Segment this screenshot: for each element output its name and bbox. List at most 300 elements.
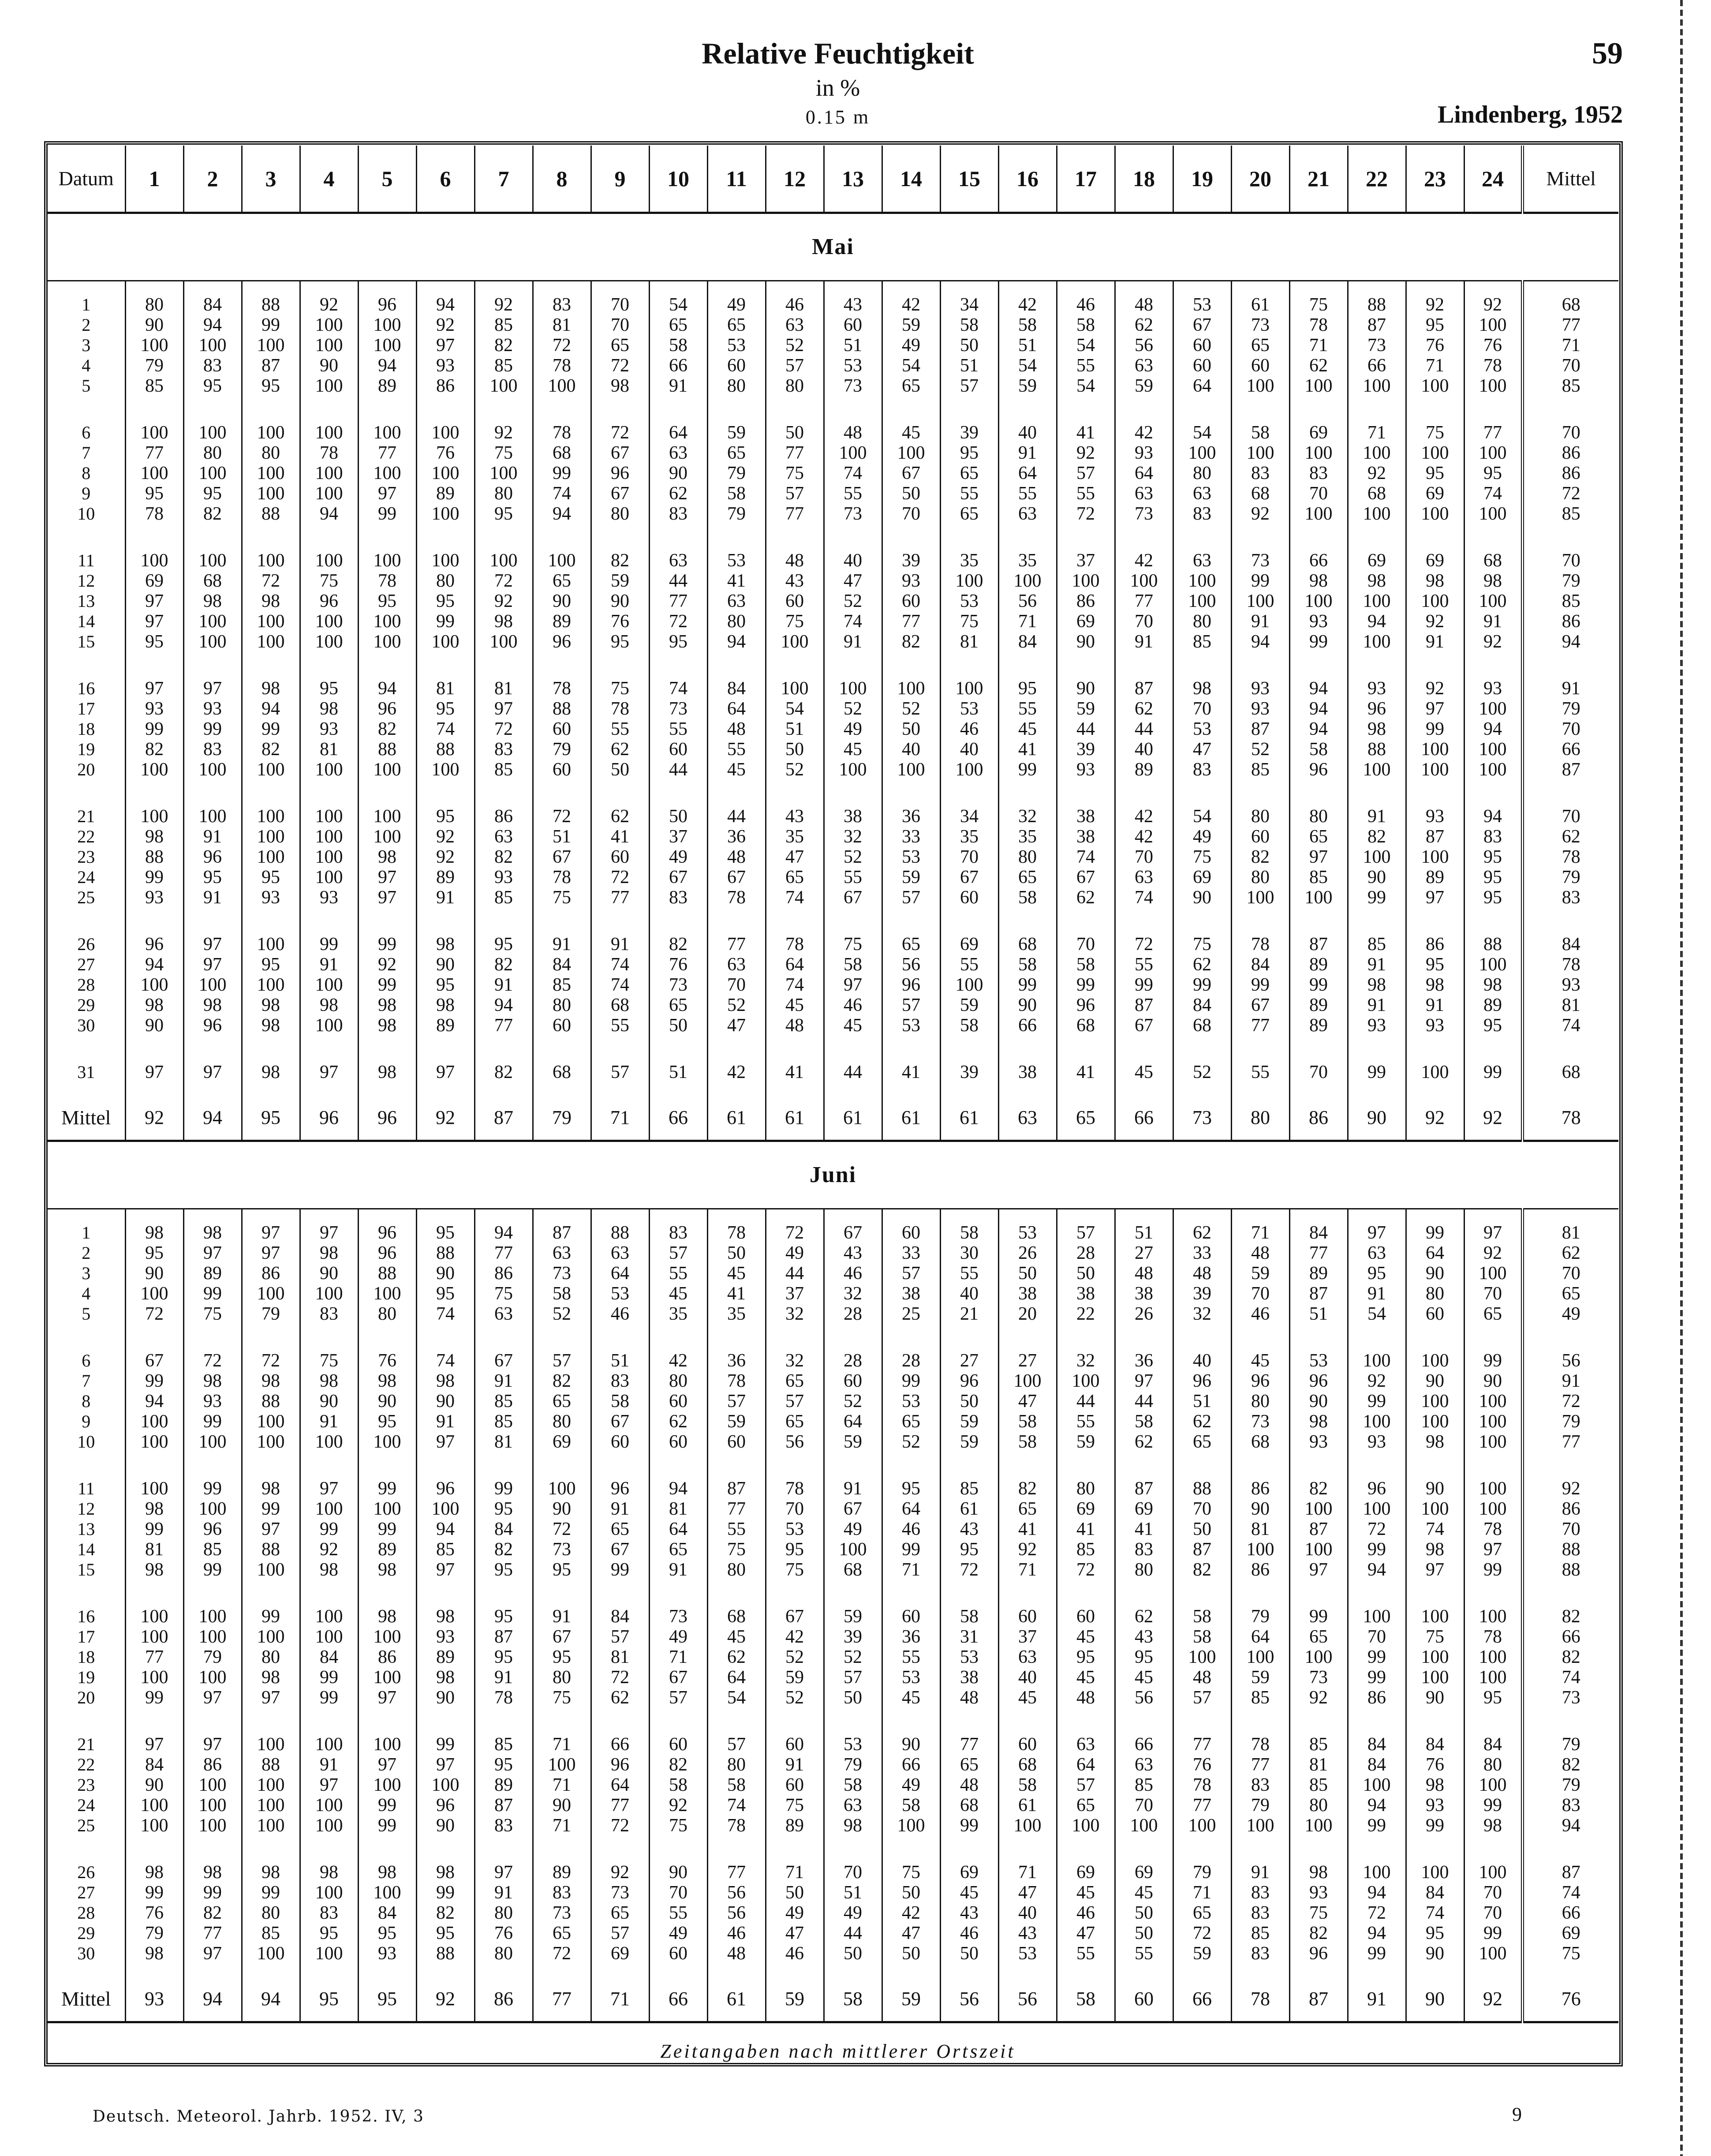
humidity-table (48, 146, 1618, 2023)
humidity-value: 89 (1135, 760, 1153, 780)
humidity-value: 91 (320, 1411, 338, 1432)
humidity-value: 39 (960, 423, 979, 443)
humidity-value: 79 (145, 1923, 164, 1943)
humidity-value: 70 (727, 975, 746, 995)
humidity-value: 77 (145, 443, 164, 463)
humidity-value: 75 (1193, 934, 1211, 954)
humidity-value: 58 (1251, 423, 1270, 443)
unit-label: in % (815, 75, 860, 101)
humidity-value: 85 (203, 1539, 222, 1560)
hour-column-cell (766, 1337, 824, 1465)
humidity-value: 56 (727, 1883, 746, 1903)
humidity-value: 50 (844, 1943, 862, 1964)
humidity-value: 55 (1135, 954, 1153, 975)
humidity-value: 32 (1076, 1351, 1095, 1371)
day-number: 15 (77, 632, 95, 651)
humidity-value: 71 (669, 1647, 687, 1667)
hour-column-cell (1289, 281, 1348, 410)
hour-column-cell (533, 1465, 591, 1593)
humidity-value: 100 (257, 975, 285, 995)
humidity-value: 47 (785, 1923, 804, 1943)
humidity-value: 84 (145, 1755, 164, 1775)
humidity-value: 58 (844, 954, 862, 975)
hour-column-cell (183, 1849, 242, 1977)
humidity-value: 53 (1309, 1351, 1328, 1371)
humidity-value: 100 (373, 827, 401, 847)
humidity-value: 78 (785, 1479, 804, 1499)
humidity-value: 95 (436, 1223, 455, 1243)
hour-header: 21 (1289, 146, 1348, 213)
humidity-value: 64 (785, 954, 804, 975)
humidity-value: 60 (727, 356, 746, 376)
daily-mean-value: 87 (1562, 760, 1580, 780)
hour-column-cell (125, 1209, 183, 1338)
hour-column-cell (940, 409, 998, 537)
humidity-value: 21 (960, 1304, 979, 1324)
hourly-mean-value: 56 (998, 1977, 1057, 2022)
humidity-value: 100 (257, 760, 285, 780)
humidity-value: 63 (553, 1243, 571, 1263)
day-number: 12 (77, 1499, 95, 1519)
humidity-value: 85 (1251, 1688, 1270, 1708)
hour-column-cell (1289, 1465, 1348, 1593)
humidity-value: 60 (669, 1391, 687, 1411)
humidity-value: 95 (902, 1479, 920, 1499)
hour-header: 11 (707, 146, 766, 213)
humidity-value: 42 (1135, 827, 1153, 847)
hourly-mean-value: 86 (1289, 1096, 1348, 1141)
humidity-value: 53 (611, 1284, 629, 1304)
humidity-value: 96 (1193, 1371, 1211, 1391)
humidity-value: 100 (315, 1795, 343, 1815)
humidity-value: 91 (320, 1755, 338, 1775)
humidity-value: 95 (1426, 463, 1444, 483)
humidity-value: 38 (1018, 1284, 1037, 1304)
humidity-value: 50 (1193, 1519, 1211, 1539)
humidity-value: 83 (203, 356, 222, 376)
humidity-value: 100 (373, 1883, 401, 1903)
hour-column-cell (591, 665, 649, 793)
hour-column-cell (824, 1465, 882, 1593)
hour-column-cell (707, 1049, 766, 1096)
hour-column-cell (533, 1337, 591, 1465)
humidity-value: 68 (1251, 1432, 1270, 1452)
hour-column-cell (1406, 1337, 1464, 1465)
humidity-value: 58 (1018, 887, 1037, 908)
day-number: 20 (77, 1688, 95, 1707)
hour-column-cell (1289, 1209, 1348, 1338)
humidity-value: 100 (548, 1479, 576, 1499)
humidity-value: 99 (1076, 975, 1095, 995)
humidity-value: 100 (140, 1411, 168, 1432)
hourly-mean-value: 61 (707, 1096, 766, 1141)
humidity-value: 53 (785, 1519, 804, 1539)
humidity-value: 71 (785, 1862, 804, 1883)
hour-column-cell (1173, 793, 1231, 921)
humidity-value: 67 (844, 1223, 862, 1243)
humidity-value: 41 (1076, 1519, 1095, 1539)
hour-column-cell (649, 537, 707, 665)
humidity-value: 88 (262, 1391, 280, 1411)
day-labels (48, 1721, 125, 1849)
humidity-value: 70 (611, 295, 629, 315)
humidity-value: 70 (1076, 934, 1095, 954)
month-row (48, 213, 1618, 281)
hour-column-cell (242, 1465, 300, 1593)
hour-column-cell (707, 281, 766, 410)
humidity-value: 70 (669, 1883, 687, 1903)
humidity-value: 74 (611, 954, 629, 975)
day-number: 5 (82, 1304, 91, 1324)
humidity-value: 82 (262, 739, 280, 760)
humidity-value: 90 (320, 1263, 338, 1284)
humidity-value: 99 (203, 1411, 222, 1432)
humidity-value: 91 (669, 1560, 687, 1580)
humidity-value: 64 (1135, 463, 1153, 483)
daily-mean-value: 70 (1562, 356, 1580, 376)
humidity-value: 55 (844, 483, 862, 504)
humidity-value: 89 (436, 1015, 455, 1036)
humidity-value: 98 (145, 1943, 164, 1964)
humidity-value: 79 (1251, 1795, 1270, 1815)
humidity-value: 82 (494, 1062, 513, 1082)
humidity-value: 92 (1483, 1243, 1502, 1263)
humidity-value: 98 (1309, 571, 1328, 591)
humidity-value: 87 (1135, 995, 1153, 1015)
humidity-value: 64 (1018, 463, 1037, 483)
humidity-value: 82 (1367, 827, 1386, 847)
humidity-value: 60 (1018, 1606, 1037, 1627)
humidity-value: 91 (844, 1479, 862, 1499)
humidity-value: 80 (1309, 806, 1328, 827)
humidity-value: 44 (1076, 1391, 1095, 1411)
humidity-value: 60 (611, 847, 629, 867)
humidity-value: 95 (436, 699, 455, 719)
hour-column-cell (1464, 1593, 1522, 1721)
humidity-value: 65 (785, 1371, 804, 1391)
humidity-value: 97 (436, 1062, 455, 1082)
humidity-value: 79 (553, 739, 571, 760)
humidity-value: 88 (436, 1243, 455, 1263)
humidity-value: 100 (198, 1815, 227, 1836)
humidity-value: 66 (669, 356, 687, 376)
humidity-value: 65 (1018, 867, 1037, 887)
humidity-value: 95 (494, 1755, 513, 1775)
humidity-value: 69 (1076, 611, 1095, 632)
hour-column-cell (1057, 1721, 1115, 1849)
daily-mean-value: 77 (1562, 315, 1580, 335)
humidity-value: 60 (1076, 1606, 1095, 1627)
humidity-value: 92 (378, 954, 396, 975)
humidity-value: 80 (1483, 1755, 1502, 1775)
humidity-value: 57 (1076, 463, 1095, 483)
humidity-value: 31 (960, 1627, 979, 1647)
humidity-value: 80 (203, 443, 222, 463)
humidity-value: 96 (1367, 699, 1386, 719)
humidity-value: 62 (611, 739, 629, 760)
humidity-value: 83 (1309, 463, 1328, 483)
humidity-value: 51 (785, 719, 804, 739)
humidity-value: 67 (611, 1539, 629, 1560)
humidity-value: 100 (315, 806, 343, 827)
hour-column-cell (824, 281, 882, 410)
humidity-value: 75 (611, 678, 629, 699)
humidity-value: 65 (1309, 827, 1328, 847)
humidity-value: 62 (611, 806, 629, 827)
humidity-value: 82 (494, 954, 513, 975)
humidity-value: 80 (1076, 1479, 1095, 1499)
humidity-value: 65 (1251, 335, 1270, 356)
humidity-value: 93 (320, 719, 338, 739)
humidity-value: 77 (1251, 1015, 1270, 1036)
hourly-mean-value: 90 (1406, 1977, 1464, 2022)
humidity-value: 99 (1367, 1539, 1386, 1560)
humidity-value: 52 (1251, 739, 1270, 760)
humidity-value: 77 (1135, 591, 1153, 611)
humidity-value: 98 (378, 995, 396, 1015)
hourly-mean-value: 61 (940, 1096, 998, 1141)
humidity-value: 34 (960, 806, 979, 827)
hour-column-cell (882, 281, 940, 410)
humidity-value: 73 (611, 1883, 629, 1903)
humidity-value: 64 (669, 423, 687, 443)
hour-column-cell (416, 1337, 474, 1465)
humidity-value: 98 (1483, 571, 1502, 591)
humidity-value: 62 (669, 483, 687, 504)
hour-header: 20 (1231, 146, 1289, 213)
humidity-value: 78 (145, 504, 164, 524)
humidity-value: 49 (669, 1923, 687, 1943)
humidity-value: 90 (145, 1263, 164, 1284)
humidity-value: 98 (436, 934, 455, 954)
humidity-value: 44 (669, 760, 687, 780)
humidity-value: 91 (785, 1755, 804, 1775)
humidity-value: 100 (140, 1815, 168, 1836)
humidity-value: 98 (262, 591, 280, 611)
hourly-mean-value: 58 (1057, 1977, 1115, 2022)
humidity-value: 78 (1309, 315, 1328, 335)
humidity-value: 28 (1076, 1243, 1095, 1263)
humidity-value: 81 (1251, 1519, 1270, 1539)
humidity-value: 64 (727, 1667, 746, 1688)
humidity-value: 83 (320, 1903, 338, 1923)
humidity-value: 99 (320, 1519, 338, 1539)
humidity-value: 93 (1367, 1432, 1386, 1452)
humidity-value: 94 (669, 1479, 687, 1499)
humidity-value: 63 (1135, 483, 1153, 504)
humidity-value: 59 (785, 1667, 804, 1688)
humidity-value: 59 (1193, 1943, 1211, 1964)
humidity-value: 67 (727, 867, 746, 887)
hour-column-cell (474, 1337, 533, 1465)
humidity-value: 59 (844, 1606, 862, 1627)
hourly-mean-value: 92 (416, 1977, 474, 2022)
humidity-value: 83 (320, 1304, 338, 1324)
hourly-mean-value: 77 (533, 1977, 591, 2022)
hour-column-cell (183, 1721, 242, 1849)
humidity-value: 43 (785, 806, 804, 827)
humidity-value: 77 (727, 1862, 746, 1883)
humidity-value: 80 (436, 571, 455, 591)
hour-column-cell (533, 281, 591, 410)
humidity-value: 93 (203, 699, 222, 719)
humidity-value: 98 (145, 1223, 164, 1243)
hour-column-cell (533, 537, 591, 665)
humidity-value: 53 (902, 1667, 920, 1688)
humidity-value: 32 (785, 1304, 804, 1324)
hour-column-cell (649, 1593, 707, 1721)
humidity-value: 92 (320, 1539, 338, 1560)
humidity-value: 99 (436, 1734, 455, 1755)
humidity-value: 65 (611, 335, 629, 356)
day-labels (48, 1049, 125, 1096)
humidity-value: 93 (145, 699, 164, 719)
monthly-mean-label: Mittel (48, 1096, 125, 1141)
humidity-value: 83 (669, 1223, 687, 1243)
humidity-value: 48 (960, 1775, 979, 1795)
humidity-value: 88 (378, 739, 396, 760)
humidity-value: 88 (262, 1755, 280, 1775)
hour-column-cell (1231, 281, 1289, 410)
humidity-value: 70 (960, 847, 979, 867)
hour-column-cell (183, 1049, 242, 1096)
humidity-value: 50 (902, 1943, 920, 1964)
day-group-row (48, 1049, 1618, 1096)
day-number: 1 (82, 1223, 91, 1243)
humidity-value: 76 (378, 1351, 396, 1371)
humidity-value: 95 (1135, 1647, 1153, 1667)
humidity-value: 45 (844, 1015, 862, 1036)
humidity-value: 100 (140, 550, 168, 571)
humidity-value: 94 (553, 504, 571, 524)
hour-header: 15 (940, 146, 998, 213)
hour-header: 10 (649, 146, 707, 213)
humidity-value: 98 (1483, 975, 1502, 995)
daily-mean-cell (1522, 281, 1618, 410)
humidity-value: 78 (727, 887, 746, 908)
humidity-value: 79 (145, 356, 164, 376)
hour-column-cell (882, 665, 940, 793)
hour-column-cell (882, 537, 940, 665)
humidity-value: 84 (1018, 632, 1037, 652)
humidity-value: 45 (1135, 1667, 1153, 1688)
hour-column-cell (125, 921, 183, 1049)
hour-column-cell (1115, 665, 1173, 793)
humidity-value: 99 (1367, 1815, 1386, 1836)
hourly-mean-value: 59 (882, 1977, 940, 2022)
humidity-value: 42 (1018, 295, 1037, 315)
hour-column-cell (125, 1593, 183, 1721)
humidity-value: 93 (1251, 699, 1270, 719)
humidity-value: 90 (436, 1815, 455, 1836)
humidity-value: 56 (1018, 591, 1037, 611)
day-number: 28 (77, 1903, 95, 1923)
day-number: 17 (77, 1627, 95, 1647)
humidity-value: 100 (257, 483, 285, 504)
humidity-value: 75 (1193, 847, 1211, 867)
humidity-value: 91 (553, 934, 571, 954)
humidity-value: 100 (1130, 1815, 1158, 1836)
humidity-value: 65 (727, 443, 746, 463)
humidity-value: 52 (553, 1304, 571, 1324)
humidity-value: 99 (436, 1883, 455, 1903)
humidity-value: 60 (727, 1432, 746, 1452)
humidity-value: 50 (669, 1015, 687, 1036)
humidity-value: 75 (320, 1351, 338, 1371)
humidity-value: 53 (960, 699, 979, 719)
humidity-value: 100 (257, 1943, 285, 1964)
humidity-value: 90 (378, 1391, 396, 1411)
humidity-value: 97 (1309, 847, 1328, 867)
hourly-mean-value: 93 (125, 1977, 183, 2022)
humidity-value: 62 (1193, 1223, 1211, 1243)
humidity-value: 91 (436, 1411, 455, 1432)
humidity-value: 77 (960, 1734, 979, 1755)
humidity-value: 79 (727, 504, 746, 524)
humidity-value: 96 (436, 1479, 455, 1499)
day-group-row (48, 281, 1618, 410)
humidity-value: 100 (257, 611, 285, 632)
humidity-value: 86 (494, 1263, 513, 1284)
humidity-value: 41 (785, 1062, 804, 1082)
humidity-value: 60 (1426, 1304, 1444, 1324)
humidity-value: 100 (1304, 887, 1333, 908)
humidity-value: 84 (1426, 1883, 1444, 1903)
humidity-value: 98 (494, 611, 513, 632)
hour-column-cell (300, 281, 358, 410)
humidity-value: 57 (960, 376, 979, 396)
day-labels (48, 665, 125, 793)
humidity-value: 95 (436, 1923, 455, 1943)
humidity-value: 99 (378, 504, 396, 524)
humidity-value: 100 (1421, 376, 1449, 396)
humidity-value: 99 (320, 1688, 338, 1708)
hour-column-cell (533, 921, 591, 1049)
humidity-value: 67 (785, 1606, 804, 1627)
humidity-value: 100 (257, 1795, 285, 1815)
day-group-row (48, 1593, 1618, 1721)
hour-column-cell (998, 1465, 1057, 1593)
humidity-value: 49 (844, 1903, 862, 1923)
daily-mean-value: 74 (1562, 1015, 1580, 1036)
humidity-value: 78 (553, 678, 571, 699)
hour-column-cell (1115, 1465, 1173, 1593)
humidity-value: 100 (431, 504, 460, 524)
humidity-value: 96 (611, 1479, 629, 1499)
hour-column-cell (125, 1049, 183, 1096)
humidity-value: 38 (960, 1667, 979, 1688)
daily-mean-value: 68 (1562, 1062, 1580, 1082)
day-labels (48, 1337, 125, 1465)
humidity-value: 90 (1426, 1479, 1444, 1499)
daily-mean-value: 70 (1562, 719, 1580, 739)
hour-column-cell (242, 409, 300, 537)
humidity-value: 45 (1135, 1062, 1153, 1082)
hour-column-cell (882, 1049, 940, 1096)
humidity-value: 77 (203, 1923, 222, 1943)
humidity-value: 56 (1135, 335, 1153, 356)
humidity-value: 80 (611, 504, 629, 524)
humidity-value: 89 (436, 867, 455, 887)
humidity-value: 80 (1193, 611, 1211, 632)
humidity-value: 57 (727, 1734, 746, 1755)
humidity-value: 98 (320, 1371, 338, 1391)
humidity-value: 89 (785, 1815, 804, 1836)
humidity-value: 58 (727, 483, 746, 504)
humidity-value: 100 (1246, 1647, 1274, 1667)
hour-column-cell (300, 537, 358, 665)
humidity-value: 59 (844, 1432, 862, 1452)
